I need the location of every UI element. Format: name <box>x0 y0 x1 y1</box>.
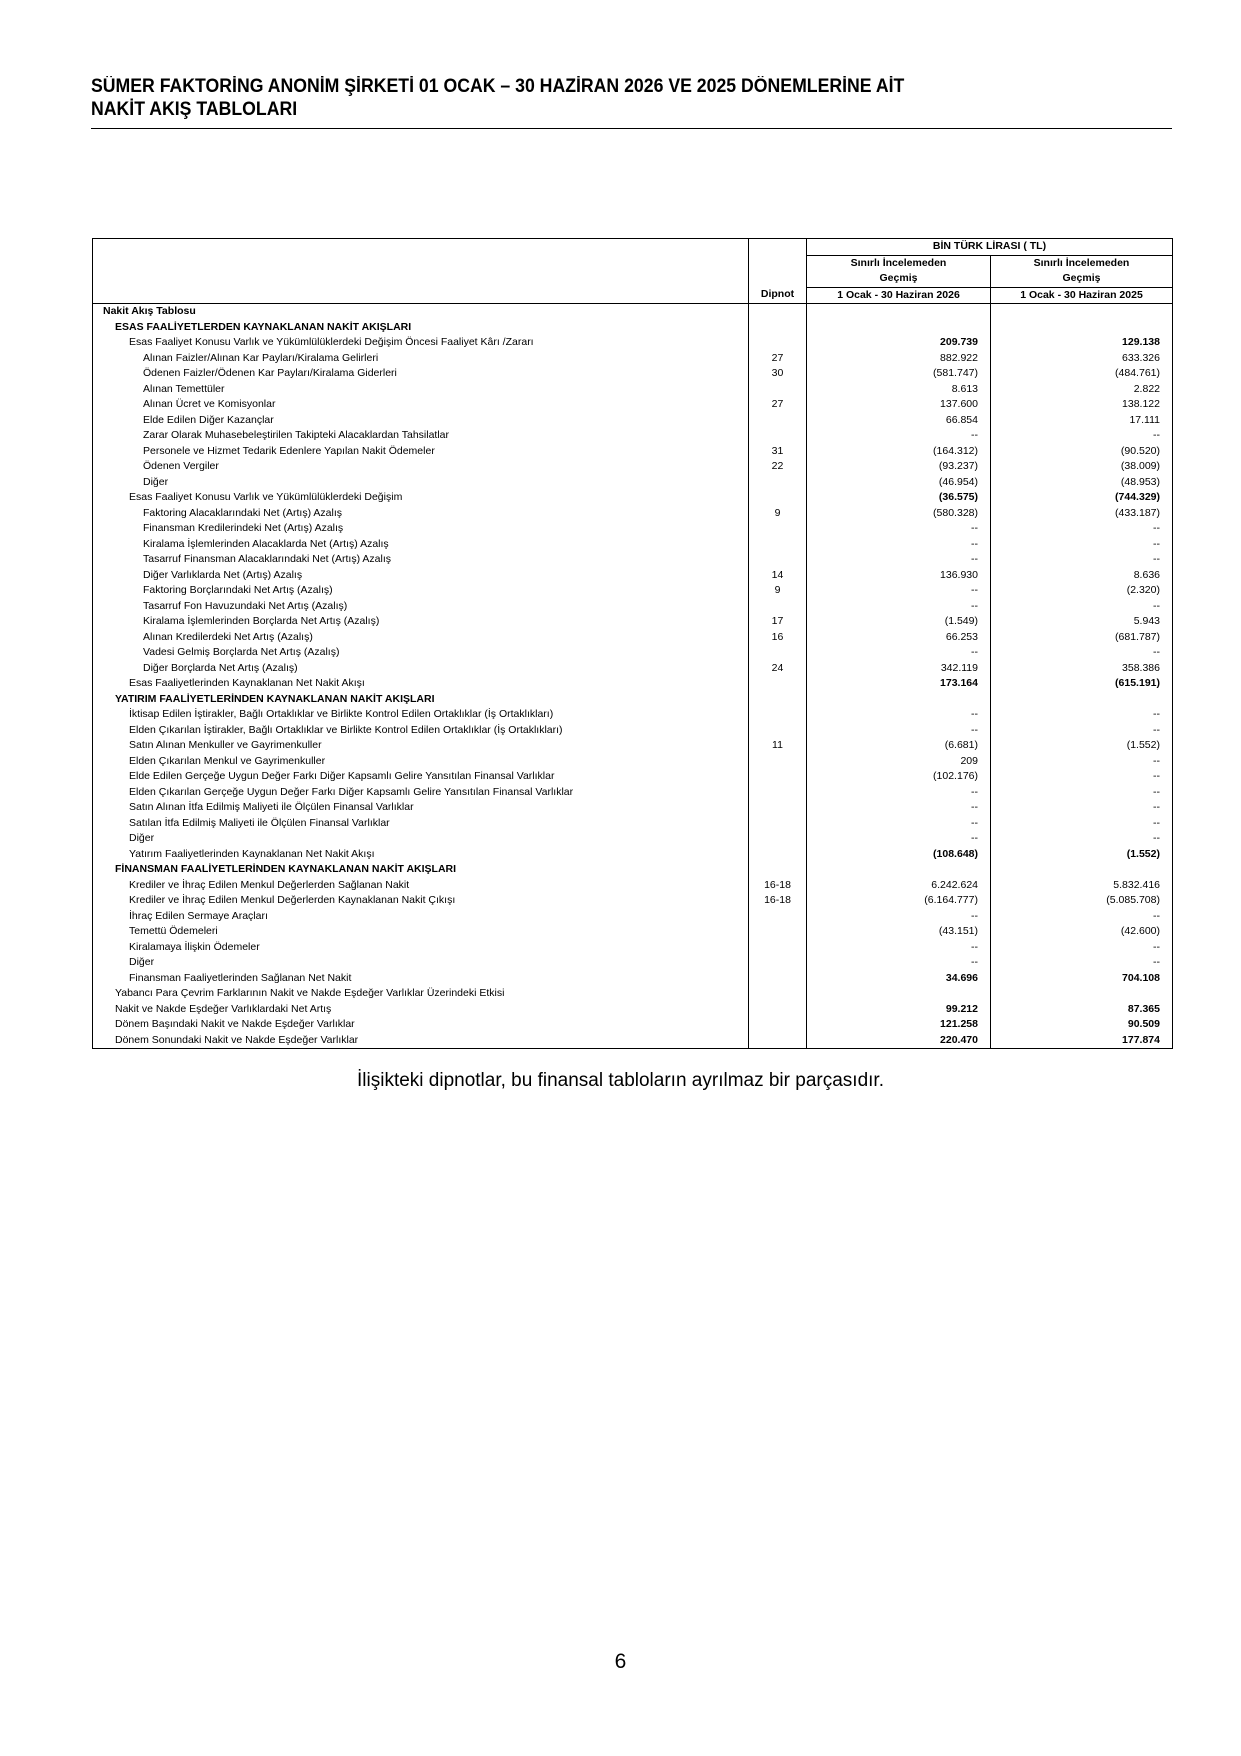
row-value-2026: -- <box>807 707 991 723</box>
row-value-2026: 209 <box>807 754 991 770</box>
row-value-2025: (433.187) <box>991 506 1173 522</box>
row-note <box>749 475 807 491</box>
row-value-2026: -- <box>807 723 991 739</box>
title-line-2: NAKİT AKIŞ TABLOLARI <box>91 99 298 120</box>
table-row <box>93 816 1173 832</box>
row-value-2025: -- <box>991 955 1173 971</box>
table-row <box>93 490 1173 506</box>
row-note <box>749 986 807 1002</box>
table-row <box>93 413 1173 429</box>
row-label: Elde Edilen Gerçeğe Uygun Değer Farkı Diğer Kapsamlı Gelire Yansıtılan Finansal Varlıklar <box>93 769 749 785</box>
row-label: Temettü Ödemeleri <box>93 924 749 940</box>
row-value-2026: 136.930 <box>807 568 991 584</box>
row-label: Diğer Borçlarda Net Artış (Azalış) <box>93 661 749 677</box>
row-label: Satılan İtfa Edilmiş Maliyeti ile Ölçülen Finansal Varlıklar <box>93 816 749 832</box>
row-note <box>749 940 807 956</box>
row-value-2026: -- <box>807 428 991 444</box>
row-value-2025 <box>991 986 1173 1002</box>
row-value-2026: (46.954) <box>807 475 991 491</box>
row-value-2026 <box>807 320 991 336</box>
row-value-2025: (38.009) <box>991 459 1173 475</box>
header-label-cell <box>93 271 749 287</box>
header-label-cell <box>93 255 749 271</box>
row-value-2026: -- <box>807 800 991 816</box>
row-note <box>749 955 807 971</box>
row-note <box>749 490 807 506</box>
row-value-2025: (48.953) <box>991 475 1173 491</box>
document-title <box>91 75 1095 121</box>
row-value-2026: -- <box>807 816 991 832</box>
row-note <box>749 862 807 878</box>
row-value-2026: (43.151) <box>807 924 991 940</box>
table-row <box>93 909 1173 925</box>
row-note <box>749 800 807 816</box>
row-label: Finansman Faaliyetlerinden Sağlanan Net Nakit <box>93 971 749 987</box>
row-value-2026: 882.922 <box>807 351 991 367</box>
row-value-2025: (484.761) <box>991 366 1173 382</box>
row-value-2025: 8.636 <box>991 568 1173 584</box>
row-value-2025: 2.822 <box>991 382 1173 398</box>
row-label: Krediler ve İhraç Edilen Menkul Değerlerden Kaynaklanan Nakit Çıkışı <box>93 893 749 909</box>
row-value-2025: -- <box>991 645 1173 661</box>
row-note <box>749 413 807 429</box>
row-value-2025: (2.320) <box>991 583 1173 599</box>
table-row <box>93 785 1173 801</box>
row-value-2025: (42.600) <box>991 924 1173 940</box>
row-value-2025: -- <box>991 537 1173 553</box>
row-label: Tasarruf Fon Havuzundaki Net Artış (Azalış) <box>93 599 749 615</box>
row-label: Elden Çıkarılan İştirakler, Bağlı Ortaklıklar ve Birlikte Kontrol Edilen Ortaklıklar (İş Ortaklıkları) <box>93 723 749 739</box>
row-value-2026 <box>807 304 991 320</box>
row-value-2026: 209.739 <box>807 335 991 351</box>
table-row <box>93 1017 1173 1033</box>
row-value-2025: 177.874 <box>991 1033 1173 1049</box>
row-label: FİNANSMAN FAALİYETLERİNDEN KAYNAKLANAN NAKİT AKIŞLARI <box>93 862 749 878</box>
row-note: 11 <box>749 738 807 754</box>
row-value-2026: -- <box>807 940 991 956</box>
row-value-2025: -- <box>991 599 1173 615</box>
row-note <box>749 785 807 801</box>
cash-flow-rows <box>93 304 1173 1049</box>
row-value-2025: (5.085.708) <box>991 893 1173 909</box>
table-row <box>93 630 1173 646</box>
row-note: 16-18 <box>749 878 807 894</box>
row-label: Krediler ve İhraç Edilen Menkul Değerlerden Sağlanan Nakit <box>93 878 749 894</box>
row-note <box>749 692 807 708</box>
col2-status-line1: Sınırlı İncelemeden <box>991 255 1173 271</box>
row-value-2026: 66.253 <box>807 630 991 646</box>
table-row <box>93 986 1173 1002</box>
table-row <box>93 521 1173 537</box>
header-note-cell <box>749 271 807 287</box>
row-note <box>749 1017 807 1033</box>
row-value-2025: 129.138 <box>991 335 1173 351</box>
table-row <box>93 506 1173 522</box>
row-note <box>749 521 807 537</box>
row-note: 17 <box>749 614 807 630</box>
row-label: Elden Çıkarılan Menkul ve Gayrimenkuller <box>93 754 749 770</box>
row-note: 30 <box>749 366 807 382</box>
page-number: 6 <box>614 1650 627 1673</box>
row-value-2025: -- <box>991 723 1173 739</box>
row-note <box>749 754 807 770</box>
row-note <box>749 320 807 336</box>
row-value-2025: (615.191) <box>991 676 1173 692</box>
row-label: Dönem Başındaki Nakit ve Nakde Eşdeğer Varlıklar <box>93 1017 749 1033</box>
row-value-2026: (108.648) <box>807 847 991 863</box>
table-row <box>93 382 1173 398</box>
cash-flow-table <box>92 238 1173 1049</box>
table-row <box>93 878 1173 894</box>
row-note <box>749 847 807 863</box>
row-note: 27 <box>749 351 807 367</box>
row-label: Faktoring Borçlarındaki Net Artış (Azalış) <box>93 583 749 599</box>
table-row <box>93 335 1173 351</box>
row-value-2025: 358.386 <box>991 661 1173 677</box>
table-row <box>93 304 1173 320</box>
row-note <box>749 537 807 553</box>
row-value-2026: 220.470 <box>807 1033 991 1049</box>
row-value-2026: (1.549) <box>807 614 991 630</box>
row-label: Alınan Ücret ve Komisyonlar <box>93 397 749 413</box>
table-row <box>93 676 1173 692</box>
row-value-2025: -- <box>991 552 1173 568</box>
row-note <box>749 335 807 351</box>
table-row <box>93 723 1173 739</box>
row-note <box>749 1002 807 1018</box>
row-label: Vadesi Gelmiş Borçlarda Net Artış (Azalış) <box>93 645 749 661</box>
table-row <box>93 444 1173 460</box>
row-label: Yabancı Para Çevrim Farklarının Nakit ve Nakde Eşdeğer Varlıklar Üzerindeki Etkisi <box>93 986 749 1002</box>
row-note <box>749 304 807 320</box>
col2-status-line2: Geçmiş <box>991 271 1173 287</box>
table-row <box>93 645 1173 661</box>
row-value-2025: -- <box>991 521 1173 537</box>
row-label: Alınan Kredilerdeki Net Artış (Azalış) <box>93 630 749 646</box>
table-row <box>93 661 1173 677</box>
row-value-2026: -- <box>807 537 991 553</box>
row-label: Zarar Olarak Muhasebeleştirilen Takipteki Alacaklardan Tahsilatlar <box>93 428 749 444</box>
table-row <box>93 397 1173 413</box>
row-value-2025: 87.365 <box>991 1002 1173 1018</box>
row-note: 27 <box>749 397 807 413</box>
table-row <box>93 366 1173 382</box>
row-label: Esas Faaliyetlerinden Kaynaklanan Net Nakit Akışı <box>93 676 749 692</box>
row-value-2026: 66.854 <box>807 413 991 429</box>
title-line-1: SÜMER FAKTORİNG ANONİM ŞİRKETİ 01 OCAK – 30 HAZİRAN 2026 VE 2025 DÖNEMLERİNE AİT <box>91 76 905 97</box>
row-value-2025: -- <box>991 940 1173 956</box>
row-value-2026 <box>807 862 991 878</box>
col2-period-header: 1 Ocak - 30 Haziran 2025 <box>991 287 1173 304</box>
table-row <box>93 707 1173 723</box>
table-row <box>93 769 1173 785</box>
row-value-2026: (36.575) <box>807 490 991 506</box>
row-label: Nakit Akış Tablosu <box>93 304 749 320</box>
table-row <box>93 847 1173 863</box>
row-note: 16-18 <box>749 893 807 909</box>
row-value-2026: 99.212 <box>807 1002 991 1018</box>
row-value-2026: (164.312) <box>807 444 991 460</box>
table-row <box>93 568 1173 584</box>
currency-header: BİN TÜRK LİRASI ( TL) <box>807 239 1173 256</box>
row-value-2026: 173.164 <box>807 676 991 692</box>
row-note <box>749 645 807 661</box>
row-value-2025: -- <box>991 769 1173 785</box>
row-note: 9 <box>749 583 807 599</box>
row-label: Kiralama İşlemlerinden Alacaklarda Net (Artış) Azalış <box>93 537 749 553</box>
row-note: 14 <box>749 568 807 584</box>
row-value-2025: -- <box>991 785 1173 801</box>
row-label: Ödenen Vergiler <box>93 459 749 475</box>
row-value-2026: (102.176) <box>807 769 991 785</box>
table-row <box>93 1002 1173 1018</box>
row-value-2025: (1.552) <box>991 847 1173 863</box>
row-note <box>749 816 807 832</box>
row-value-2025: (744.329) <box>991 490 1173 506</box>
row-label: Elde Edilen Diğer Kazançlar <box>93 413 749 429</box>
table-row <box>93 320 1173 336</box>
row-label: Kiralama İşlemlerinden Borçlarda Net Artış (Azalış) <box>93 614 749 630</box>
row-label: İhraç Edilen Sermaye Araçları <box>93 909 749 925</box>
row-value-2026: 6.242.624 <box>807 878 991 894</box>
row-value-2026: (6.164.777) <box>807 893 991 909</box>
table-row <box>93 351 1173 367</box>
row-label: Personele ve Hizmet Tedarik Edenlere Yapılan Nakit Ödemeler <box>93 444 749 460</box>
row-label: Satın Alınan İtfa Edilmiş Maliyeti ile Ölçülen Finansal Varlıklar <box>93 800 749 816</box>
col1-status-line2: Geçmiş <box>807 271 991 287</box>
table-row <box>93 800 1173 816</box>
row-label: Diğer <box>93 955 749 971</box>
table-row <box>93 459 1173 475</box>
table-row <box>93 754 1173 770</box>
table-row <box>93 475 1173 491</box>
row-label: Esas Faaliyet Konusu Varlık ve Yükümlülüklerdeki Değişim Öncesi Faaliyet Kârı /Zararı <box>93 335 749 351</box>
title-underline <box>91 128 1172 129</box>
row-value-2026: (6.681) <box>807 738 991 754</box>
header-label-cell <box>93 239 749 256</box>
row-value-2025: (90.520) <box>991 444 1173 460</box>
row-value-2025 <box>991 320 1173 336</box>
row-label: Alınan Faizler/Alınan Kar Payları/Kiralama Gelirleri <box>93 351 749 367</box>
table-row <box>93 893 1173 909</box>
table-row <box>93 614 1173 630</box>
row-note: 9 <box>749 506 807 522</box>
row-label: Faktoring Alacaklarındaki Net (Artış) Azalış <box>93 506 749 522</box>
row-value-2026 <box>807 986 991 1002</box>
row-value-2026: -- <box>807 521 991 537</box>
table-row <box>93 940 1173 956</box>
row-value-2026: -- <box>807 583 991 599</box>
table-row <box>93 831 1173 847</box>
row-value-2025: -- <box>991 831 1173 847</box>
row-label: Tasarruf Finansman Alacaklarındaki Net (Artış) Azalış <box>93 552 749 568</box>
row-value-2025: -- <box>991 909 1173 925</box>
row-note: 22 <box>749 459 807 475</box>
table-row <box>93 537 1173 553</box>
row-value-2026: -- <box>807 552 991 568</box>
row-value-2025: 138.122 <box>991 397 1173 413</box>
row-value-2026: -- <box>807 599 991 615</box>
row-value-2025: -- <box>991 707 1173 723</box>
col1-status-line1: Sınırlı İncelemeden <box>807 255 991 271</box>
row-note <box>749 831 807 847</box>
row-value-2025 <box>991 862 1173 878</box>
row-value-2025: 90.509 <box>991 1017 1173 1033</box>
row-value-2025: -- <box>991 428 1173 444</box>
row-value-2025 <box>991 692 1173 708</box>
header-note-cell <box>749 255 807 271</box>
header-label-cell <box>93 287 749 304</box>
row-value-2025 <box>991 304 1173 320</box>
footnote: İlişikteki dipnotlar, bu finansal tabloların ayrılmaz bir parçasıdır. <box>357 1070 884 1091</box>
row-value-2026 <box>807 692 991 708</box>
row-note <box>749 428 807 444</box>
row-value-2025: -- <box>991 754 1173 770</box>
row-value-2025: (681.787) <box>991 630 1173 646</box>
row-label: Kiralamaya İlişkin Ödemeler <box>93 940 749 956</box>
row-label: İktisap Edilen İştirakler, Bağlı Ortaklıklar ve Birlikte Kontrol Edilen Ortaklıklar (İş Ortaklıkları) <box>93 707 749 723</box>
row-value-2026: -- <box>807 785 991 801</box>
row-value-2026: 137.600 <box>807 397 991 413</box>
row-note: 16 <box>749 630 807 646</box>
row-label: Ödenen Faizler/Ödenen Kar Payları/Kiralama Giderleri <box>93 366 749 382</box>
row-value-2026: (580.328) <box>807 506 991 522</box>
table-row <box>93 971 1173 987</box>
table-row <box>93 1033 1173 1049</box>
table-row <box>93 738 1173 754</box>
row-note <box>749 971 807 987</box>
col1-period-header: 1 Ocak - 30 Haziran 2026 <box>807 287 991 304</box>
row-note: 24 <box>749 661 807 677</box>
row-label: Elden Çıkarılan Gerçeğe Uygun Değer Farkı Diğer Kapsamlı Gelire Yansıtılan Finansal Varlıklar <box>93 785 749 801</box>
row-note <box>749 909 807 925</box>
row-label: Nakit ve Nakde Eşdeğer Varlıklardaki Net Artış <box>93 1002 749 1018</box>
row-value-2025: 5.832.416 <box>991 878 1173 894</box>
row-value-2026: 8.613 <box>807 382 991 398</box>
header-note-cell <box>749 239 807 256</box>
row-value-2026: -- <box>807 955 991 971</box>
row-note <box>749 599 807 615</box>
row-label: ESAS FAALİYETLERDEN KAYNAKLANAN NAKİT AKIŞLARI <box>93 320 749 336</box>
row-value-2026: -- <box>807 909 991 925</box>
row-value-2025: -- <box>991 800 1173 816</box>
table-row <box>93 428 1173 444</box>
row-note <box>749 382 807 398</box>
row-value-2025: 704.108 <box>991 971 1173 987</box>
row-value-2026: -- <box>807 831 991 847</box>
row-label: Yatırım Faaliyetlerinden Kaynaklanan Net Nakit Akışı <box>93 847 749 863</box>
row-label: Satın Alınan Menkuller ve Gayrimenkuller <box>93 738 749 754</box>
row-note: 31 <box>749 444 807 460</box>
note-column-header: Dipnot <box>749 287 807 304</box>
row-label: Diğer Varlıklarda Net (Artış) Azalış <box>93 568 749 584</box>
row-label: Diğer <box>93 475 749 491</box>
row-label: Finansman Kredilerindeki Net (Artış) Azalış <box>93 521 749 537</box>
row-value-2026: (93.237) <box>807 459 991 475</box>
table-row <box>93 692 1173 708</box>
row-label: YATIRIM FAALİYETLERİNDEN KAYNAKLANAN NAKİT AKIŞLARI <box>93 692 749 708</box>
table-row <box>93 862 1173 878</box>
row-label: Diğer <box>93 831 749 847</box>
table-row <box>93 583 1173 599</box>
row-label: Esas Faaliyet Konusu Varlık ve Yükümlülüklerdeki Değişim <box>93 490 749 506</box>
row-note <box>749 552 807 568</box>
table-row <box>93 552 1173 568</box>
row-value-2025: 5.943 <box>991 614 1173 630</box>
row-note <box>749 707 807 723</box>
row-value-2025: 633.326 <box>991 351 1173 367</box>
row-note <box>749 676 807 692</box>
row-value-2026: 121.258 <box>807 1017 991 1033</box>
row-value-2025: 17.111 <box>991 413 1173 429</box>
row-note <box>749 1033 807 1049</box>
row-label: Dönem Sonundaki Nakit ve Nakde Eşdeğer Varlıklar <box>93 1033 749 1049</box>
row-value-2026: -- <box>807 645 991 661</box>
table-row <box>93 924 1173 940</box>
row-note <box>749 924 807 940</box>
row-value-2025: -- <box>991 816 1173 832</box>
table-row <box>93 599 1173 615</box>
row-value-2026: (581.747) <box>807 366 991 382</box>
row-value-2025: (1.552) <box>991 738 1173 754</box>
row-note <box>749 723 807 739</box>
row-value-2026: 342.119 <box>807 661 991 677</box>
row-label: Alınan Temettüler <box>93 382 749 398</box>
row-value-2026: 34.696 <box>807 971 991 987</box>
row-note <box>749 769 807 785</box>
table-row <box>93 955 1173 971</box>
